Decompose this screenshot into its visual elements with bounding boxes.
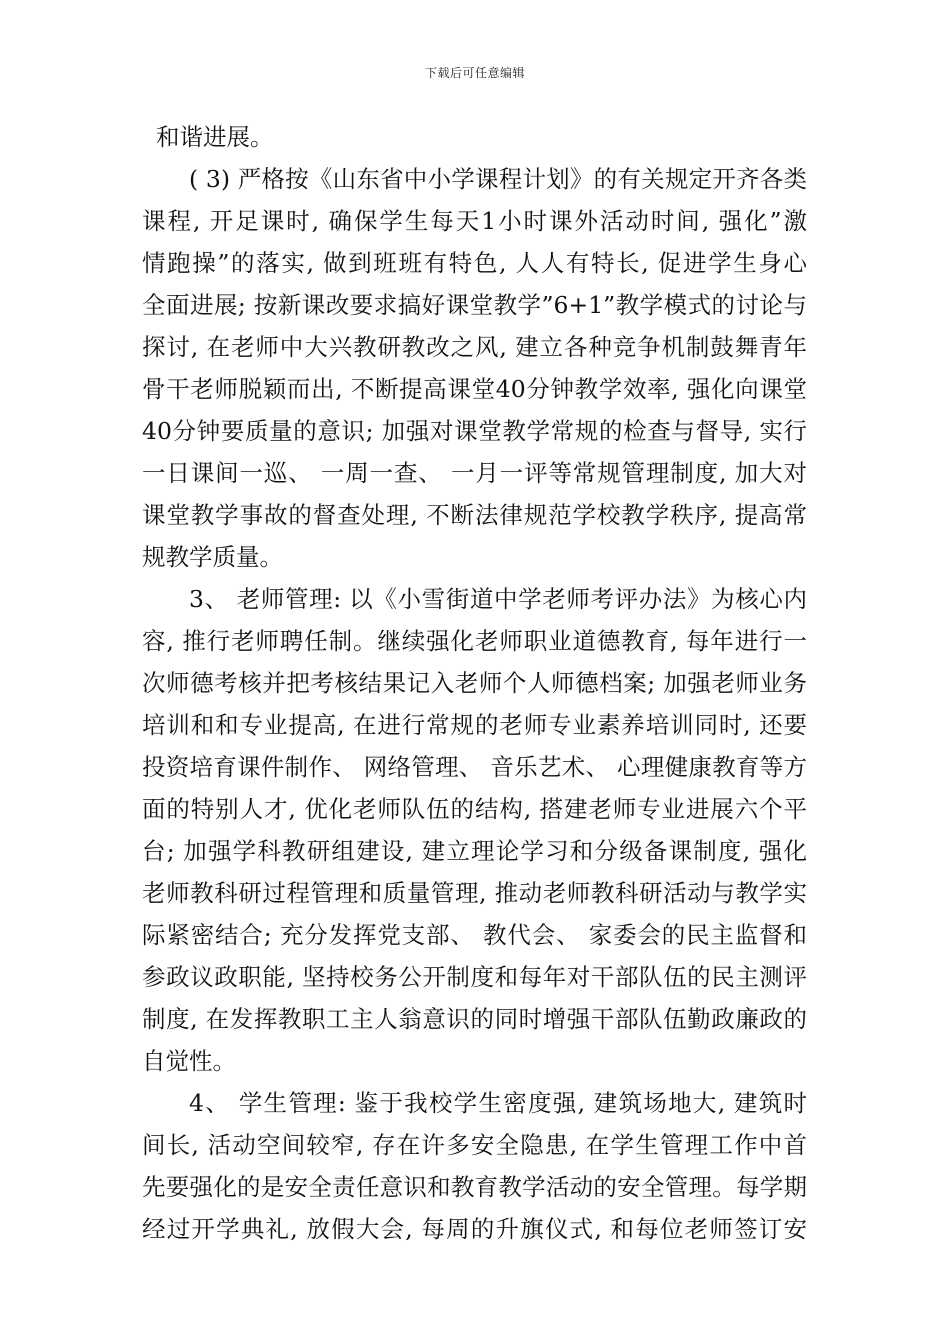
text-line: 情跑操”的落实, 做到班班有特色, 人人有特长, 促进学生身心 [142, 249, 807, 277]
document-body [142, 116, 807, 1250]
text-line: 面的特别人才, 优化老师队伍的结构, 搭建老师专业进展六个平 [142, 795, 807, 823]
text-line: 次师德考核并把考核结果记入老师个人师德档案; 加强老师业务 [142, 669, 807, 697]
text-line: 先要强化的是安全责任意识和教育教学活动的安全管理。每学期 [142, 1173, 807, 1201]
text-line: 一日课间一巡、 一周一查、 一月一评等常规管理制度, 加大对 [142, 459, 807, 487]
text-line: 投资培育课件制作、 网络管理、 音乐艺术、 心理健康教育等方 [142, 753, 807, 781]
text-line: 容, 推行老师聘任制。继续强化老师职业道德教育, 每年进行一 [142, 627, 807, 655]
text-line: 40分钟要质量的意识; 加强对课堂教学常规的检查与督导, 实行 [142, 417, 807, 445]
text-line: 全面进展; 按新课改要求搞好课堂教学”6+1”教学模式的讨论与 [142, 291, 807, 319]
text-line: 课堂教学事故的督查处理, 不断法律规范学校教学秩序, 提高常 [142, 501, 807, 529]
text-line: 制度, 在发挥教职工主人翁意识的同时增强干部队伍勤政廉政的 [142, 1005, 807, 1033]
text-line: 和谐进展。 [156, 123, 274, 151]
text-line: ( 3) 严格按《山东省中小学课程计划》的有关规定开齐各类 [189, 165, 807, 193]
text-line: 骨干老师脱颖而出, 不断提高课堂40分钟教学效率, 强化向课堂 [142, 375, 807, 403]
text-line: 3、 老师管理: 以《小雪街道中学老师考评办法》为核心内 [189, 585, 807, 613]
text-line: 间长, 活动空间较窄, 存在许多安全隐患, 在学生管理工作中首 [142, 1131, 807, 1159]
text-line: 4、 学生管理: 鉴于我校学生密度强, 建筑场地大, 建筑时 [189, 1089, 807, 1117]
text-line: 老师教科研过程管理和质量管理, 推动老师教科研活动与教学实 [142, 879, 807, 907]
text-line: 经过开学典礼, 放假大会, 每周的升旗仪式, 和每位老师签订安 [142, 1215, 807, 1243]
text-line: 探讨, 在老师中大兴教研教改之风, 建立各种竞争机制鼓舞青年 [142, 333, 807, 361]
text-line: 参政议政职能, 坚持校务公开制度和每年对干部队伍的民主测评 [142, 963, 807, 991]
text-line: 培训和和专业提高, 在进行常规的老师专业素养培训同时, 还要 [142, 711, 807, 739]
text-line: 规教学质量。 [142, 543, 283, 571]
page-header: 下载后可任意编辑 [424, 66, 525, 80]
text-line: 际紧密结合; 充分发挥党支部、 教代会、 家委会的民主监督和 [142, 921, 807, 949]
text-line: 自觉性。 [142, 1047, 236, 1075]
text-line: 台; 加强学科教研组建设, 建立理论学习和分级备课制度, 强化 [142, 837, 807, 865]
text-line: 课程, 开足课时, 确保学生每天1小时课外活动时间, 强化”激 [142, 207, 807, 235]
